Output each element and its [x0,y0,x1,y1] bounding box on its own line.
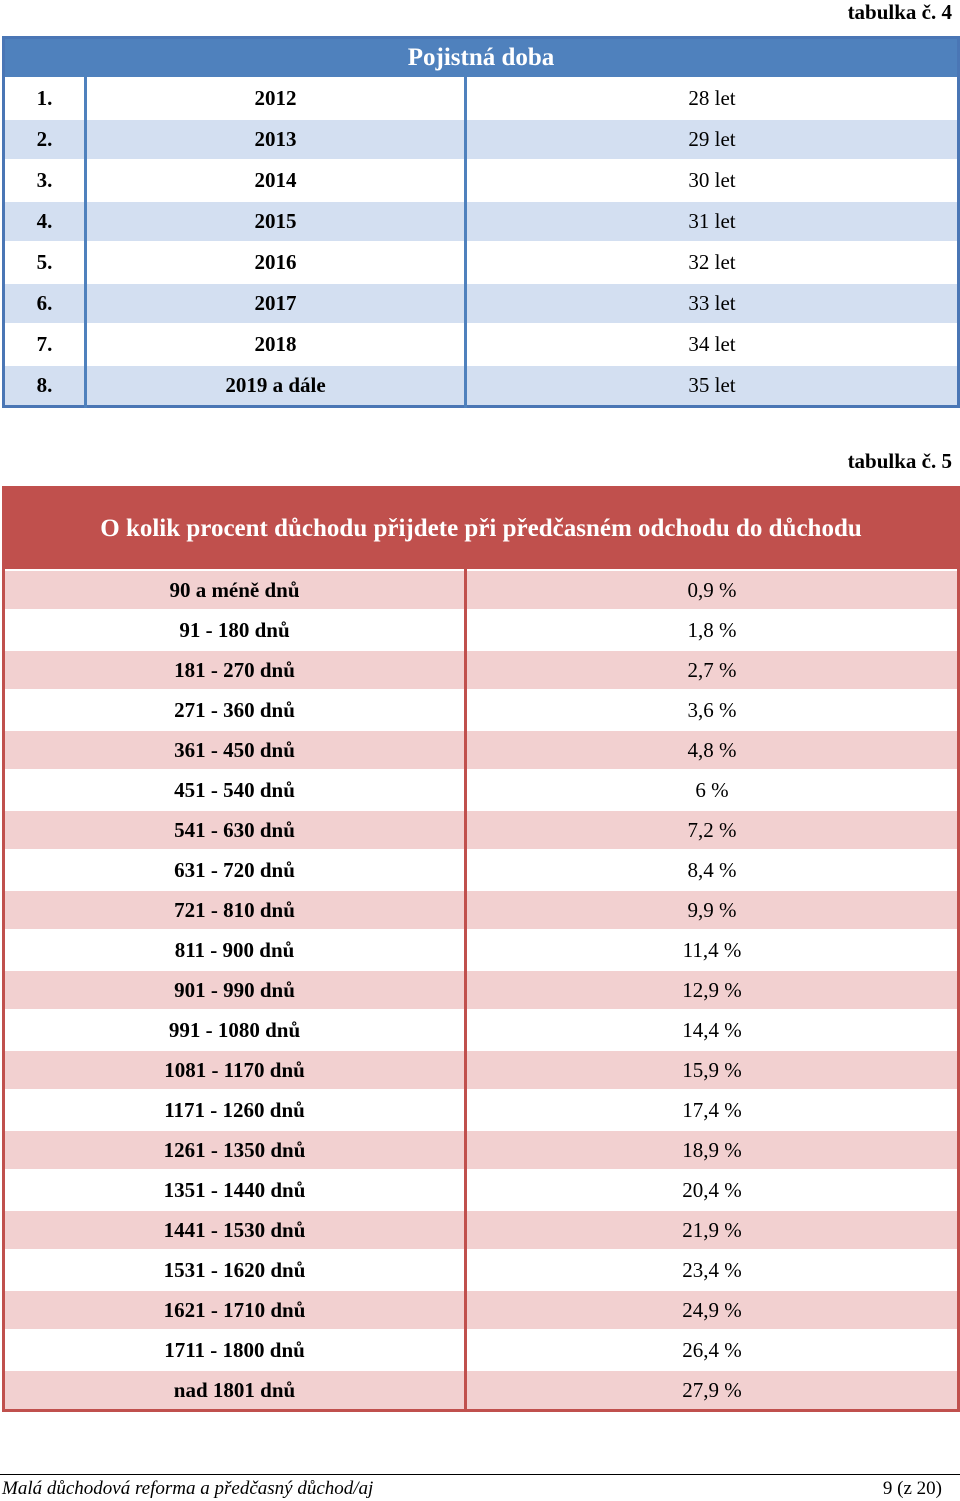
reduction-percent-cell: 0,9 % [466,570,959,610]
days-range-cell: 991 - 1080 dnů [4,1010,466,1050]
reduction-percent-cell: 20,4 % [466,1170,959,1210]
days-range-cell: 451 - 540 dnů [4,770,466,810]
table-row [4,970,959,1010]
year-cell: 2013 [86,119,466,160]
year-cell: 2018 [86,324,466,365]
table-row [4,1250,959,1290]
row-number-cell: 1. [4,78,86,119]
insurance-period-header: Pojistná doba [4,38,959,79]
reduction-percent-cell: 1,8 % [466,610,959,650]
row-number-cell: 3. [4,160,86,201]
row-number-cell: 5. [4,242,86,283]
insurance-period-body [4,78,959,407]
reduction-percent-cell: 27,9 % [466,1370,959,1411]
row-number-cell: 4. [4,201,86,242]
insurance-period-table [2,36,960,408]
days-range-cell: 811 - 900 dnů [4,930,466,970]
year-cell: 2014 [86,160,466,201]
insurance-years-cell: 33 let [466,283,959,324]
days-range-cell: 181 - 270 dnů [4,650,466,690]
year-cell: 2019 a dále [86,365,466,407]
table-row [4,1330,959,1370]
early-retirement-header: O kolik procent důchodu přijdete při předčasném odchodu do důchodu [4,488,959,571]
reduction-percent-cell: 7,2 % [466,810,959,850]
table-row [4,1210,959,1250]
row-number-cell: 8. [4,365,86,407]
year-cell: 2017 [86,283,466,324]
year-cell: 2015 [86,201,466,242]
table-row [4,1090,959,1130]
table5-caption: tabulka č. 5 [847,449,952,473]
days-range-cell: 271 - 360 dnů [4,690,466,730]
table-row [4,365,959,407]
days-range-cell: 901 - 990 dnů [4,970,466,1010]
days-range-cell: 1351 - 1440 dnů [4,1170,466,1210]
days-range-cell: nad 1801 dnů [4,1370,466,1411]
insurance-years-cell: 28 let [466,78,959,119]
days-range-cell: 361 - 450 dnů [4,730,466,770]
reduction-percent-cell: 6 % [466,770,959,810]
table-row [4,850,959,890]
reduction-percent-cell: 23,4 % [466,1250,959,1290]
table-row [4,201,959,242]
reduction-percent-cell: 18,9 % [466,1130,959,1170]
table-row [4,283,959,324]
reduction-percent-cell: 3,6 % [466,690,959,730]
days-range-cell: 1441 - 1530 dnů [4,1210,466,1250]
reduction-percent-cell: 14,4 % [466,1010,959,1050]
table-row [4,324,959,365]
insurance-years-cell: 31 let [466,201,959,242]
table-row [4,690,959,730]
table4-caption: tabulka č. 4 [847,0,952,24]
table-row [4,570,959,610]
table-row [4,890,959,930]
table-row [4,1010,959,1050]
insurance-years-cell: 29 let [466,119,959,160]
days-range-cell: 1711 - 1800 dnů [4,1330,466,1370]
table-row [4,1290,959,1330]
footer-page-number: 9 (z 20) [882,1478,942,1499]
table-row [4,730,959,770]
early-retirement-body [4,570,959,1411]
reduction-percent-cell: 26,4 % [466,1330,959,1370]
days-range-cell: 1081 - 1170 dnů [4,1050,466,1090]
insurance-period-header-row [4,38,959,79]
table-row [4,1170,959,1210]
early-retirement-reduction-table [2,486,960,1412]
footer-divider [0,1474,960,1475]
reduction-percent-cell: 15,9 % [466,1050,959,1090]
reduction-percent-cell: 12,9 % [466,970,959,1010]
days-range-cell: 90 a méně dnů [4,570,466,610]
days-range-cell: 1171 - 1260 dnů [4,1090,466,1130]
table-row [4,160,959,201]
row-number-cell: 6. [4,283,86,324]
reduction-percent-cell: 4,8 % [466,730,959,770]
insurance-years-cell: 35 let [466,365,959,407]
insurance-years-cell: 30 let [466,160,959,201]
reduction-percent-cell: 8,4 % [466,850,959,890]
insurance-years-cell: 32 let [466,242,959,283]
days-range-cell: 1261 - 1350 dnů [4,1130,466,1170]
table-row [4,1130,959,1170]
reduction-percent-cell: 17,4 % [466,1090,959,1130]
footer-document-title: Malá důchodová reforma a předčasný důchod/aj [2,1478,374,1499]
table-row [4,242,959,283]
days-range-cell: 1621 - 1710 dnů [4,1290,466,1330]
table-row [4,1370,959,1411]
reduction-percent-cell: 2,7 % [466,650,959,690]
reduction-percent-cell: 9,9 % [466,890,959,930]
days-range-cell: 721 - 810 dnů [4,890,466,930]
table-row [4,119,959,160]
table-row [4,1050,959,1090]
insurance-years-cell: 34 let [466,324,959,365]
early-retirement-header-row [4,488,959,571]
year-cell: 2016 [86,242,466,283]
table-row [4,650,959,690]
row-number-cell: 2. [4,119,86,160]
year-cell: 2012 [86,78,466,119]
days-range-cell: 541 - 630 dnů [4,810,466,850]
table-row [4,78,959,119]
table-row [4,930,959,970]
days-range-cell: 631 - 720 dnů [4,850,466,890]
table-row [4,810,959,850]
reduction-percent-cell: 21,9 % [466,1210,959,1250]
reduction-percent-cell: 24,9 % [466,1290,959,1330]
reduction-percent-cell: 11,4 % [466,930,959,970]
days-range-cell: 1531 - 1620 dnů [4,1250,466,1290]
days-range-cell: 91 - 180 dnů [4,610,466,650]
table-row [4,770,959,810]
row-number-cell: 7. [4,324,86,365]
table-row [4,610,959,650]
